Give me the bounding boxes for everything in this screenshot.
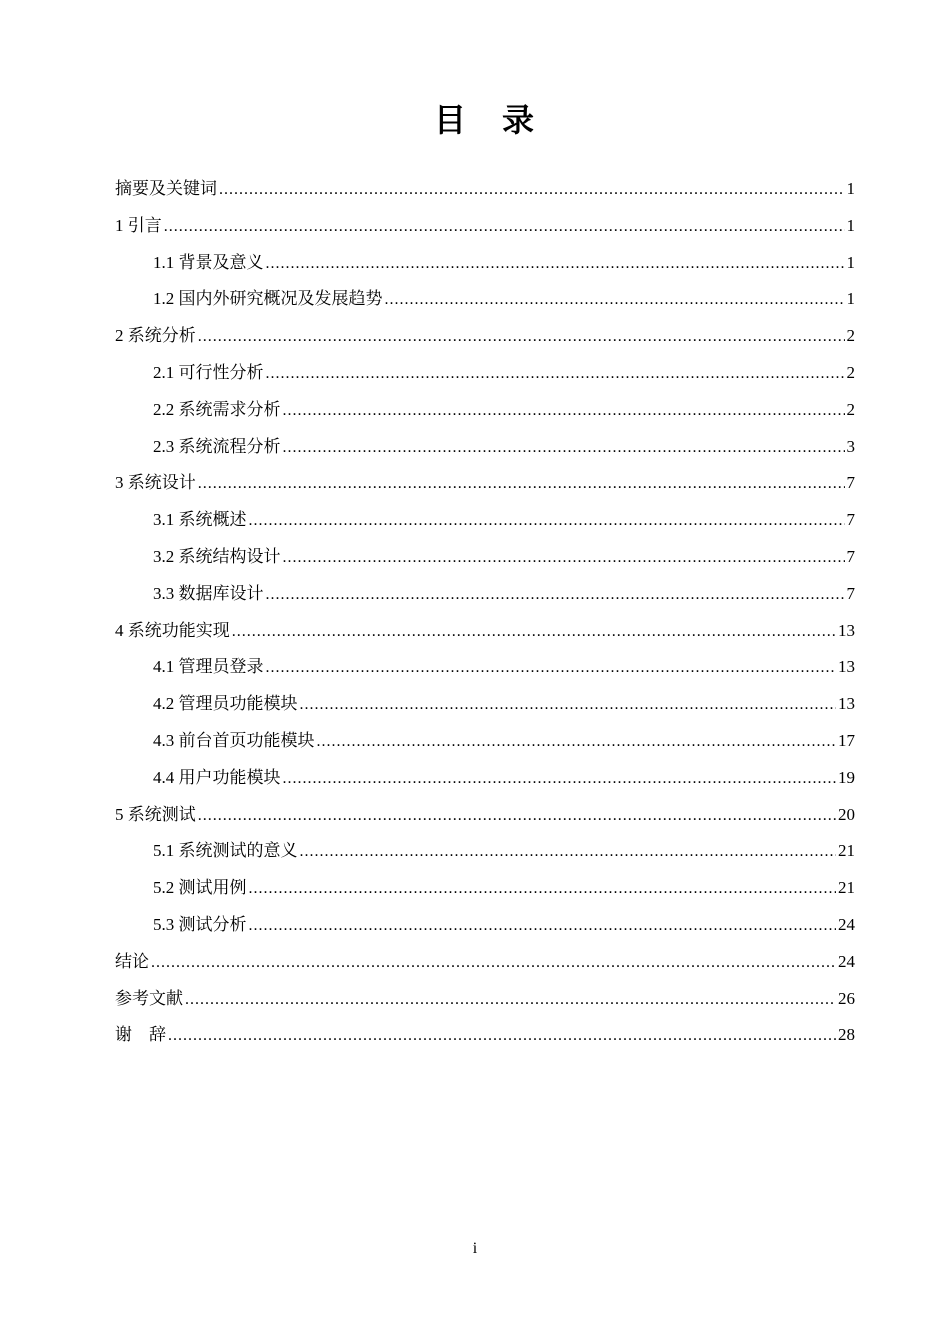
toc-entry-label: 摘要及关键词 [115,179,217,198]
toc-entry[interactable] [115,760,855,797]
toc-page-number: 21 [838,878,855,898]
toc-page-number: 17 [838,730,855,750]
toc-page-number: 2 [846,326,855,346]
toc-page-number: 7 [846,473,855,493]
toc-dot-leader [317,723,837,761]
toc-entry-label: 2.2 系统需求分析 [153,399,281,419]
toc-page-number: 2 [846,362,855,382]
toc-dot-leader [198,465,845,503]
toc-entry-label: 3.3 数据库设计 [153,583,264,603]
toc-dot-leader [283,539,845,577]
toc-dot-leader [198,797,836,835]
toc-entry[interactable] [115,613,855,650]
toc-entry[interactable] [115,870,855,907]
toc-entry-label: 3.1 系统概述 [153,510,247,530]
toc-entry[interactable] [115,392,855,429]
toc-entry-label: 4 系统功能实现 [115,620,230,640]
toc-dot-leader [249,907,837,945]
toc-dot-leader [219,171,845,209]
toc-page-number: 2 [846,399,855,419]
toc-entry[interactable] [115,281,855,318]
toc-dot-leader [283,392,845,430]
toc-dot-leader [232,613,836,651]
toc-page-number: 7 [846,510,855,530]
page-title: 目 录 [433,102,536,138]
toc-page-number: 7 [846,546,855,566]
toc-dot-leader [266,576,845,614]
toc-entry[interactable] [115,208,855,245]
toc-entry-label: 1.1 背景及意义 [153,252,264,272]
toc-page-number: 13 [838,694,855,714]
toc-page-number: 13 [838,657,855,677]
toc-page-number: 1 [846,179,855,198]
toc-page-number: 21 [838,841,855,861]
toc-page-number: 1 [846,289,855,309]
toc-page-number: 20 [838,804,855,824]
toc-entry-label: 5.2 测试用例 [153,878,247,898]
toc-dot-leader [151,944,836,982]
toc-dot-leader [266,245,845,283]
toc-entry[interactable] [115,1017,855,1054]
toc-page-number: 24 [838,951,855,971]
toc-page-number: 19 [838,767,855,787]
toc-entry[interactable] [115,539,855,576]
toc-dot-leader [266,355,845,393]
toc-entry[interactable] [115,245,855,282]
page-number-footer: i [472,1240,478,1257]
toc-dot-leader [283,429,845,467]
toc-entry[interactable] [115,171,855,208]
toc-dot-leader [385,281,845,319]
toc-page-number: 7 [846,583,855,603]
toc-dot-leader [185,981,836,1019]
toc-entry-label: 1.2 国内外研究概况及发展趋势 [153,289,383,309]
toc-entry[interactable] [115,429,855,466]
toc-entry-label: 4.1 管理员登录 [153,657,264,677]
toc-entry[interactable] [115,355,855,392]
toc-entry-label: 谢 辞 [115,1025,166,1045]
toc-entry-label: 5.3 测试分析 [153,914,247,934]
toc-page-number: 24 [838,914,855,934]
toc-page-number: 3 [846,436,855,456]
toc-entry-label: 3.2 系统结构设计 [153,546,281,566]
toc-entry[interactable] [115,465,855,502]
toc-entry[interactable] [115,502,855,539]
toc-entry-label: 参考文献 [115,988,183,1008]
toc-page-number: 1 [846,252,855,272]
toc-entry[interactable] [115,686,855,723]
toc-entry[interactable] [115,649,855,686]
toc-entry[interactable] [115,318,855,355]
toc-dot-leader [249,502,845,540]
toc-entry[interactable] [115,907,855,944]
toc-entry-label: 4.4 用户功能模块 [153,767,281,787]
toc-dot-leader [168,1017,836,1055]
toc-page-number: 28 [838,1025,855,1045]
table-of-contents [115,171,855,1054]
toc-entry-label: 1 引言 [115,215,162,235]
toc-entry-label: 5 系统测试 [115,804,196,824]
toc-entry[interactable] [115,944,855,981]
toc-entry[interactable] [115,576,855,613]
toc-page-number: 1 [846,215,855,235]
toc-entry-label: 2.3 系统流程分析 [153,436,281,456]
toc-page-number: 26 [838,988,855,1008]
toc-dot-leader [164,208,845,246]
toc-entry[interactable] [115,833,855,870]
toc-entry-label: 结论 [115,951,149,971]
toc-entry-label: 3 系统设计 [115,473,196,493]
toc-entry-label: 4.2 管理员功能模块 [153,694,298,714]
toc-page-number: 13 [838,620,855,640]
toc-entry[interactable] [115,797,855,834]
toc-dot-leader [249,870,837,908]
toc-dot-leader [266,649,837,687]
toc-entry-label: 5.1 系统测试的意义 [153,841,298,861]
toc-dot-leader [300,686,837,724]
toc-entry-label: 2 系统分析 [115,326,196,346]
toc-entry[interactable] [115,981,855,1018]
toc-entry[interactable] [115,723,855,760]
toc-dot-leader [198,318,845,356]
toc-entry-label: 4.3 前台首页功能模块 [153,730,315,750]
toc-dot-leader [300,833,837,871]
toc-entry-label: 2.1 可行性分析 [153,362,264,382]
toc-dot-leader [283,760,837,798]
